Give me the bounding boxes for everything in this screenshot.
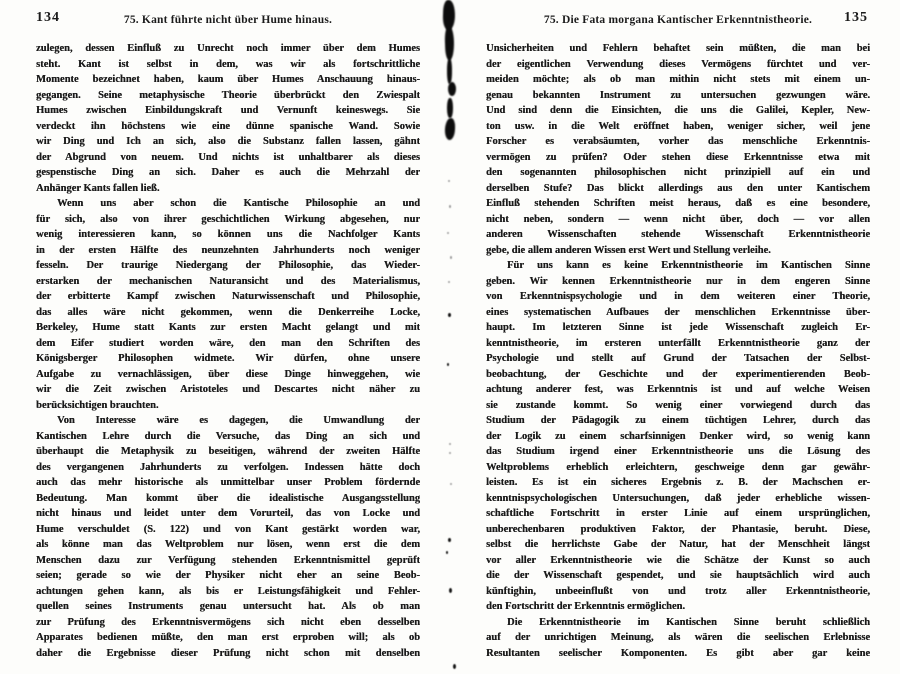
text-line: Humes zwischen Einbildungskraft und Vernunft keineswegs. Sie — [36, 105, 420, 116]
text-line: haupt. Im letzteren Sinne ist jede Wissenschaft zugleich Er- — [486, 322, 870, 333]
text-line: unberechenbaren produktiven Faktor, der Phantasie, beruht. Diese, — [486, 523, 870, 535]
text-line: den Fortschritt der Erkenntnis ermöglichen. — [486, 601, 685, 612]
text-line: Forscher es verabsäumten, vorher das menschliche Erkenntnis- — [486, 136, 870, 147]
text-line: leisten. Es ist ein sicheres Ergebnis z. B. der Machschen er- — [486, 477, 870, 488]
text-line: Studium der Pädagogik zu einem tüchtigen Lehrer, durch das — [486, 415, 870, 426]
text-line: zur Prüfung des Erkenntnisvermögens sich nicht eben desselben — [36, 616, 420, 628]
text-line: Aufgabe zu vernachlässigen, über diese Dinge hinweggehen, wie — [36, 368, 420, 380]
text-line: Und sind denn die Einsichten, die uns die Galilei, Kepler, New- — [486, 105, 870, 116]
text-line: Wenn uns aber schon die Kantische Philosophie an und — [36, 198, 420, 209]
scan-speckle — [448, 313, 451, 317]
text-line: wenig interessieren kann, so können uns die Nachfolger Kants — [36, 229, 420, 240]
text-line: genau bekannten Instrument zu untersuchen gezwungen wäre. — [486, 89, 870, 101]
binding-smudge-streak — [447, 58, 452, 84]
scan-speckle — [447, 232, 449, 234]
scan-speckle — [449, 588, 452, 593]
text-line: das alles wäre nicht gekommen, wenn die Denkerreihe Locke, — [36, 306, 420, 318]
text-line: der Logik zu einem scharfsinnigen Denker wird, so wenig kann — [486, 430, 870, 442]
text-line: Unsicherheiten und Fehlern behaftet sein müßten, die man bei — [486, 43, 870, 54]
scan-speckle — [449, 205, 451, 208]
page-header-left — [36, 12, 420, 28]
text-line: wir Ding und Ich an sich, also die Substanz fallen lassen, gähnt — [36, 136, 420, 147]
text-line: auch das mehr historische als unmittelbar unser Problem fördernde — [36, 477, 420, 488]
scan-speckle — [448, 538, 451, 542]
text-line: den sogenannten philosophischen nicht prinzipiell auf ein und — [486, 167, 870, 178]
scan-speckle — [450, 483, 452, 485]
text-line: geben. Wir kennen Erkenntnistheorie nur in dem engeren Sinne — [486, 275, 870, 287]
running-header-left: 75. Kant führte nicht über Hume hinaus. — [123, 14, 333, 26]
text-line: der Abgrund von neuem. Und nichts ist unhaltbarer als dieses — [36, 151, 420, 163]
text-line: Menschen dazu zur Verfügung stehenden Erkenntnismittel geprüft — [36, 554, 420, 566]
scan-speckle — [453, 664, 456, 669]
text-line: seien; gerade so wie der Physiker nicht eher an seine Beob- — [36, 570, 420, 581]
text-line: vor aller Erkenntnistheorie wie die Schätze der Kunst so auch — [486, 554, 870, 566]
text-line: Apparates bedienen müßte, den man erst erproben will; als ob — [36, 632, 420, 643]
text-line: achtungen gehen kann, als bis er Leistungsfähigkeit und Fehler- — [36, 585, 420, 597]
binding-smudge-streak — [444, 26, 454, 60]
text-line: verdeckt ihn höchstens wie eine dünne spanische Wand. Sowie — [36, 120, 420, 132]
text-line: Berkeley, Hume statt Kants zur ersten Macht gelangt und mit — [36, 322, 420, 333]
text-line: künftighin, unbeeinflußt von und trotz aller Erkenntnistheorie, — [486, 585, 870, 597]
scan-speckle — [449, 452, 451, 454]
scan-speckle — [447, 363, 449, 366]
text-line: Bedeutung. Man kommt über die idealistische Ausgangsstellung — [36, 492, 420, 504]
text-line: nicht hinaus und leidet unter dem Vorurteil, das von Locke und — [36, 508, 420, 519]
running-header-right: 75. Die Fata morgana Kantischer Erkenntnistheorie. — [543, 14, 813, 26]
scan-speckle — [446, 551, 448, 554]
binding-smudge-blob — [447, 98, 453, 118]
scan-speckle — [448, 281, 450, 283]
text-line: quellen seines Instruments genau untersucht hat. Als ob man — [36, 601, 420, 612]
text-line: gegangen. Seine metaphysische Theorie überbrückt den Zwiespalt — [36, 89, 420, 101]
text-line: der erbitterte Kampf zwischen Naturwissenschaft und Philosophie, — [36, 291, 420, 302]
text-line: gespenstische Ding an sich. Daher es auch die Mehrzahl der — [36, 167, 420, 178]
text-line: derselben Stufe? Das blickt allerdings aus den unter Kantischem — [486, 182, 870, 194]
text-line: nicht neben, sondern — wenn nicht über, doch — vor allen — [486, 213, 870, 225]
text-line: sie zustande kommt. So wenig einer vorwiegend durch das — [486, 399, 870, 411]
page-number-right: 135 — [844, 10, 868, 25]
text-line: erstarken der mechanischen Naturansicht und des Materialismus, — [36, 275, 420, 287]
page-number-left: 134 — [36, 10, 60, 25]
text-line: der eigentlichen Verwendung dieses Vermögens fürchtet und ver- — [486, 58, 870, 70]
text-line: Die Erkenntnistheorie im Kantischen Sinne beruht schließlich — [486, 616, 870, 628]
text-line: Für uns kann es keine Erkenntnistheorie im Kantischen Sinne — [486, 260, 870, 271]
text-line: des vergangenen Jahrhunderts zu verfolgen. Indessen hätte doch — [36, 461, 420, 473]
text-line: anderen Wissenschaften stehende Wissenschaft Erkenntnistheorie — [486, 229, 870, 240]
text-line: Hume verschuldet (S. 122) und von Kant gestärkt worden war, — [36, 523, 420, 535]
scan-speckle — [448, 180, 450, 182]
text-line: selbst die herrlichste Gabe der Natur, hat der Menschheit längst — [486, 539, 870, 550]
scan-speckle — [450, 256, 452, 259]
text-line: als könne man das Weltproblem nur lösen, wenn erst die dem — [36, 539, 420, 550]
text-line: von Erkenntnispsychologie und in dem weiteren einer Theorie, — [486, 291, 870, 302]
binding-smudge-blob — [444, 118, 455, 140]
text-column-left — [36, 41, 420, 661]
text-line: Anhänger Kants fallen ließ. — [36, 182, 160, 194]
text-line: Momente bezeichnet haben, kaum über Humes Anschauung hinaus- — [36, 74, 420, 85]
text-line: fesseln. Der traurige Niedergang der Philosophie, das Wieder- — [36, 260, 420, 271]
text-line: berücksichtigen brauchten. — [36, 399, 159, 411]
text-column-right — [486, 41, 870, 661]
text-line: steht. Kant ist selbst in dem, was wir als fortschrittliche — [36, 58, 420, 70]
text-line: in der ersten Hälfte des neunzehnten Jahrhunderts noch weniger — [36, 244, 420, 256]
scan-speckle — [449, 443, 451, 445]
text-line: Psychologie und stellt auf Grund der Tatsachen der Selbst- — [486, 353, 870, 364]
text-line: überhaupt die Metaphysik zu beseitigen, während der zweiten Hälfte — [36, 446, 420, 457]
text-line: vermögen zu prüfen? Oder stehen diese Erkenntnisse etwa mit — [486, 151, 870, 163]
text-line: ton usw. in die Welt eröffnet haben, weniger sicher, weil jene — [486, 120, 870, 132]
text-line: kenntnistheorie, im ersteren unterfällt Erkenntnistheorie ganz der — [486, 337, 870, 349]
text-line: achtung anderer fest, was Erkenntnis ist und auf welche Weisen — [486, 384, 870, 395]
text-line: dem Eifer studiert worden wäre, den man den Schriften des — [36, 337, 420, 349]
text-line: kenntnispsychologischen Untersuchungen, daß jeder erhebliche wissen- — [486, 492, 870, 504]
text-line: daher die Ergebnisse dieser Prüfung nicht schon mit denselben — [36, 647, 420, 659]
text-line: Von Interesse wäre es dagegen, die Umwandlung der — [36, 415, 420, 426]
text-line: für sich, also von ihrer geschichtlichen Wirkung abgesehen, nur — [36, 213, 420, 225]
binding-smudge-blob — [448, 82, 456, 96]
text-line: Weltproblems erheblich erleichtern, geschweige denn gar gewähr- — [486, 461, 870, 473]
text-line: wir die Zeit zwischen Aristoteles und Descartes nicht näher zu — [36, 384, 420, 395]
text-line: meiden möchte; als ob man mithin nicht stets mit einem un- — [486, 74, 870, 85]
text-line: zulegen, dessen Einfluß zu Unrecht noch immer über dem Humes — [36, 43, 420, 54]
text-line: gebe, die allem anderen Wissen erst Wert und Stellung verleihe. — [486, 244, 771, 256]
page-header-right — [486, 12, 870, 28]
text-line: Einfluß stehenden Schriften meist heraus, daß es eine besondere, — [486, 198, 870, 209]
text-line: eines systematischen Aufbaues der menschlichen Erkenntnisse über- — [486, 306, 870, 318]
text-line: Kantischen Lehre durch die Versuche, das Ding an sich und — [36, 430, 420, 442]
text-line: schaftliche Fortschritt in erster Linie auf einem ursprünglichen, — [486, 508, 870, 519]
text-line: das Studium irgend einer Erkenntnistheorie uns die Lösung des — [486, 446, 870, 457]
text-line: Königsberger Philosophen widmete. Wir dürfen, ohne unsere — [36, 353, 420, 364]
text-line: die der Wissenschaft gespendet, und sie hauptsächlich wird auch — [486, 570, 870, 581]
text-line: auf der unrichtigen Meinung, als wären die seelischen Erlebnisse — [486, 632, 870, 643]
text-line: Resultanten seelischer Komponenten. Es gibt aber gar keine — [486, 647, 870, 659]
text-line: beobachtung, der Geschichte und der experimentierenden Beob- — [486, 368, 870, 380]
